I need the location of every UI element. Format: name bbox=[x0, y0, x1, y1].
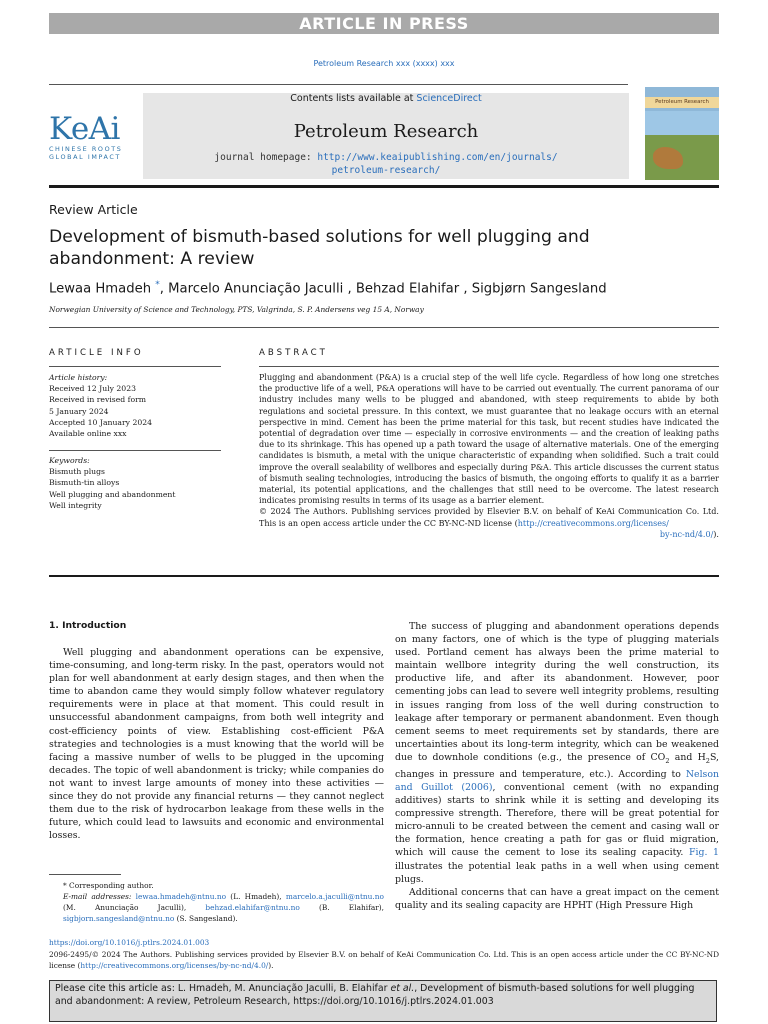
author-list bbox=[49, 280, 719, 296]
abstract-body bbox=[259, 372, 719, 540]
article-type: Review Article bbox=[49, 202, 138, 217]
intro-paragraph-2 bbox=[395, 620, 719, 886]
email-name-1: (L. Hmadeh), bbox=[226, 892, 286, 901]
bottom-license-link[interactable]: http://creativecommons.org/licenses/by-nc-nd/4.0/ bbox=[80, 961, 269, 970]
abstract-rule bbox=[259, 366, 719, 367]
contents-line bbox=[143, 93, 629, 105]
footnote-divider bbox=[49, 874, 121, 875]
history-item: Accepted 10 January 2024 bbox=[49, 417, 153, 427]
keywords-label: Keywords: bbox=[49, 456, 90, 465]
email-addresses bbox=[49, 891, 384, 924]
bottom-license bbox=[49, 949, 719, 971]
keyword-item: Well plugging and abandonment bbox=[49, 489, 176, 499]
article-title: Development of bismuth-based solutions for well plugging and abandonment: A review bbox=[49, 227, 590, 269]
logo-tagline-2: GLOBAL IMPACT bbox=[49, 153, 121, 161]
journal-name: Petroleum Research bbox=[293, 121, 479, 142]
abstract-text: Plugging and abandonment (P&A) is a crucial step of the well life cycle. Regardless of how long one stretches the productive life of a well, P&A operations will have to be carried out eventually. The current panorama of our industry includes many wells to be plugged and abandoned, with steep requirements to abide by both regulations and societal pressure. In this context, we must guarantee that no leakage occurs with an eternal perspective in mind. Cement has been the prime material for this task, but recent studies have indicated the potential of degradation over time — especially in corrosive environments — and the creation of leaking paths due to its shrinkage. This has opened up a path toward the usage of alternative materials. One of the emerging candidates is bismuth, a metal with the unique characteristic of expanding when solidified. Such a trait could improve the overall sealability of wellbores and especially during P&A. This article discusses the current status of bismuth sealing technologies, introducing the basics of bismuth, the ongoing efforts to qualify it as a barrier material, its potential applications, and the challenges that still need to be overcome. The latest research indicates promising results in terms of its usage as a barrier element. bbox=[259, 373, 719, 506]
affiliation: Norwegian University of Science and Technology, PTS, Valgrinda, S. P. Andersens veg 15 A, Norway bbox=[49, 305, 424, 314]
homepage-url-1[interactable]: http://www.keaipublishing.com/en/journals/ bbox=[317, 152, 558, 163]
corresponding-label: Corresponding author. bbox=[66, 881, 154, 890]
bottom-license-text: 2096-2495/© 2024 The Authors. Publishing services provided by Elsevier B.V. on behalf of KeAi Communication Co. Ltd. This is an open access article under the CC BY-NC-ND license ( bbox=[49, 950, 719, 970]
journal-cover-image[interactable] bbox=[645, 87, 719, 180]
p2-sub-2: 2 bbox=[705, 756, 710, 765]
doi-link[interactable]: https://doi.org/10.1016/j.ptlrs.2024.01.003 bbox=[49, 938, 210, 947]
sciencedirect-link[interactable]: ScienceDirect bbox=[416, 93, 482, 104]
fig-1-link[interactable]: Fig. 1 bbox=[689, 847, 720, 859]
header-top-divider bbox=[49, 84, 628, 85]
corresponding-author-mark[interactable]: * bbox=[155, 280, 160, 290]
cover-title: Petroleum Research bbox=[655, 99, 709, 105]
contents-prefix: Contents lists available at bbox=[290, 93, 417, 104]
copyright-text: © 2024 The Authors. Publishing services provided by Elsevier B.V. on behalf of KeAi Communication Co. Ltd. This is an open access article under the CC BY-NC-ND license ( bbox=[259, 507, 719, 528]
p2-sub-1: 2 bbox=[665, 756, 670, 765]
journal-homepage bbox=[170, 151, 602, 177]
email-name-2: (M. Anunciação Jaculli), bbox=[63, 903, 206, 912]
keyword-item: Bismuth plugs bbox=[49, 467, 105, 477]
article-info-rule bbox=[49, 366, 221, 367]
title-divider bbox=[49, 327, 719, 328]
corresponding-author-note bbox=[49, 880, 384, 891]
author-rest: , Marcelo Anunciação Jaculli , Behzad Elahifar , Sigbjørn Sangesland bbox=[159, 281, 607, 297]
author-first[interactable]: Lewaa Hmadeh bbox=[49, 281, 152, 297]
homepage-label: journal homepage: bbox=[214, 152, 318, 163]
bottom-license-close: ). bbox=[268, 961, 274, 970]
homepage-url-2[interactable]: petroleum-research/ bbox=[331, 165, 441, 176]
cite-etal: et al. bbox=[390, 983, 415, 994]
history-item: Available online xxx bbox=[49, 429, 127, 439]
body-column-left bbox=[49, 646, 384, 842]
history-item: 5 January 2024 bbox=[49, 406, 109, 416]
p2-text-a: The success of plugging and abandonment operations depends on many factors, one of which is the type of plugging materials used. Portland cement has always been the prime material to maintain wellbore integrity during the well construction, its productive life, and after its abandonment. However, poor cementing jobs can lead to severe well integrity problems, resulting in issues ranging from loss of the well during construction to leakage after temporary or permanent abandonment. Even though cement seems to meet requirements set by standards, there are uncertainties about its long-term integrity, which can be weakened due to downhole conditions (e.g., the presence of CO bbox=[395, 621, 719, 763]
intro-paragraph-1: Well plugging and abandonment operations can be expensive, time-consuming, and long-term risky. In the past, operators would not plan for well abandonment at early design stages, and then when the time to abandon came they would simply follow whatever regulatory requirements were in place at that moment. This could result in unsuccessful abandonment campaigns, from both well integrity and cost-efficiency points of view. Establishing cost-efficient P&A strategies and technologies is a must knowing that the world will be facing a massive number of wells to be plugged in the upcoming decades. The topic of well abandonment is tricky; while companies do not want to invest large amounts of money into these activities — since they do not provide any financial returns — they cannot neglect them due to the risk of hydrocarbon leakage from these wells in the future, which could lead to lawsuits and economic and environmental losses. bbox=[49, 647, 384, 842]
logo-tagline-1: CHINESE ROOTS bbox=[49, 145, 123, 153]
email-name-4: (S. Sangesland). bbox=[174, 914, 238, 923]
article-info-heading: ARTICLE INFO bbox=[49, 348, 144, 358]
article-in-press-banner: ARTICLE IN PRESS bbox=[49, 13, 719, 34]
article-history bbox=[49, 372, 221, 439]
cite-this-article-text bbox=[55, 982, 715, 1008]
license-link-2[interactable]: by-nc-nd/4.0/ bbox=[659, 529, 714, 539]
keyword-item: Well integrity bbox=[49, 500, 102, 510]
email-link-1[interactable]: lewaa.hmadeh@ntnu.no bbox=[135, 892, 227, 901]
cover-sky bbox=[645, 111, 719, 137]
keyword-item: Bismuth-tin alloys bbox=[49, 478, 120, 488]
history-label: Article history: bbox=[49, 373, 108, 382]
email-link-4[interactable]: sigbjorn.sangesland@ntnu.no bbox=[63, 914, 175, 923]
p2-text-e: illustrates the potential leak paths in a well when using cement plugs. bbox=[395, 860, 719, 885]
keywords bbox=[49, 455, 221, 511]
email-link-3[interactable]: behzad.elahifar@ntnu.no bbox=[205, 903, 300, 912]
p2-text-d: , conventional cement (with no expanding additives) starts to shrink while it is setting and developing its compressive strength. Therefore, there will be great potential for micro-annuli to be created between the cement and casing wall or the formation, hence creating a path for gas or fluid migration, which will cause the cement to lose its sealing capacity. bbox=[395, 781, 719, 859]
history-item: Received 12 July 2023 bbox=[49, 384, 136, 394]
section-heading-introduction: 1. Introduction bbox=[49, 620, 127, 631]
history-item: Received in revised form bbox=[49, 395, 147, 405]
keai-logo[interactable] bbox=[49, 113, 135, 161]
email-name-3: (B. Elahifar), bbox=[299, 903, 385, 912]
journal-citation-link[interactable]: Petroleum Research xxx (xxxx) xxx bbox=[313, 59, 455, 68]
cite-suffix: , Development of bismuth-based solutions for well plugging and abandonment: A review, Petroleum Research, https://doi.org/10.1016/j.ptlrs.2024.01.003 bbox=[55, 983, 695, 1007]
abstract-heading: ABSTRACT bbox=[259, 348, 328, 358]
email-label: E-mail addresses: bbox=[63, 892, 136, 901]
license-close: ). bbox=[713, 529, 719, 539]
logo-wordmark: KeAi bbox=[49, 111, 120, 147]
abstract-copyright bbox=[259, 506, 719, 528]
header-bottom-divider bbox=[49, 185, 719, 188]
license-link-1[interactable]: http://creativecommons.org/licenses/ bbox=[517, 518, 669, 528]
footnote-star: * bbox=[63, 881, 67, 890]
body-column-right bbox=[395, 620, 719, 912]
footnote bbox=[49, 880, 384, 924]
abstract-bottom-divider bbox=[49, 575, 719, 577]
email-link-2[interactable]: marcelo.a.jaculli@ntnu.no bbox=[285, 892, 384, 901]
nelson-guillot-citation-link[interactable]: Nelson and Guillot (2006) bbox=[395, 768, 719, 793]
cite-prefix: Please cite this article as: L. Hmadeh, M. Anunciação Jaculli, B. Elahifar bbox=[55, 983, 391, 994]
abstract-copyright-end bbox=[259, 529, 719, 540]
intro-paragraph-3: Additional concerns that can have a great impact on the cement quality and its sealing capacity are HPHT (High Pressure High bbox=[395, 886, 719, 911]
p2-text-b: and H bbox=[669, 751, 706, 763]
keywords-rule bbox=[49, 450, 221, 451]
p2-text-c: S, changes in pressure and temperature, etc.). According to bbox=[395, 751, 719, 780]
